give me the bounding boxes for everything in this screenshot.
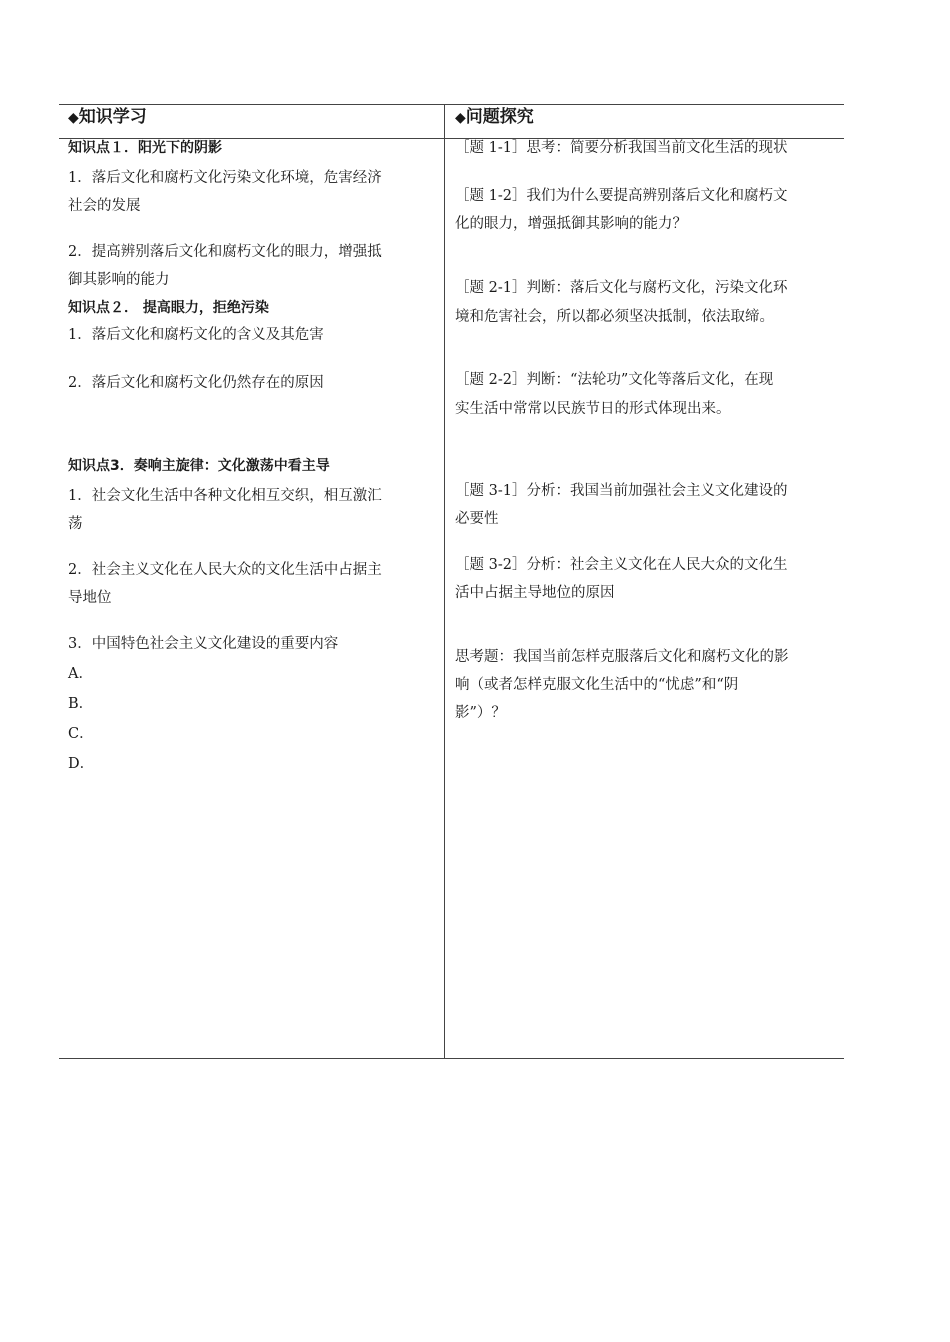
kp3-item3: 3．中国特色社会主义文化建设的重要内容 [68, 636, 339, 652]
right-header-title: 问题探究 [465, 107, 534, 127]
kp3-title: 知识点3．奏响主旋律：文化激荡中看主导 [68, 458, 330, 474]
question-3-2-line2: 活中占据主导地位的原因 [455, 585, 615, 601]
question-3-2-line1: ［题 3-2］分析：社会主义文化在人民大众的文化生 [455, 557, 788, 573]
kp3-item1-line2: 荡 [68, 516, 83, 532]
question-2-2-line1: ［题 2-2］判断：“法轮功”文化等落后文化，在现 [455, 372, 774, 388]
table-bottom-border [59, 1058, 844, 1059]
question-2-1-line1: ［题 2-1］判断：落后文化与腐朽文化，污染文化环 [455, 280, 788, 296]
kp1-title: 知识点１．阳光下的阴影 [68, 140, 222, 156]
kp1-item1-line2: 社会的发展 [68, 198, 141, 214]
diamond-icon: ◆ [68, 110, 79, 126]
question-1-1: ［题 1-1］思考：简要分析我国当前文化生活的现状 [455, 140, 788, 156]
question-3-1-line1: ［题 3-1］分析：我国当前加强社会主义文化建设的 [455, 483, 788, 499]
thinking-question-line2: 响（或者怎样克服文化生活中的“忧虑”和“阴 [455, 677, 739, 693]
kp1-item1-line1: 1．落后文化和腐朽文化污染文化环境，危害经济 [68, 170, 382, 186]
question-3-1-line2: 必要性 [455, 511, 499, 527]
table-top-border [59, 104, 844, 105]
kp2-item1: 1．落后文化和腐朽文化的含义及其危害 [68, 327, 324, 343]
kp1-item2-line1: 2．提高辨别落后文化和腐朽文化的眼力，增强抵 [68, 244, 382, 260]
option-c: C． [68, 726, 94, 742]
diamond-icon: ◆ [455, 110, 466, 126]
kp1-item2-line2: 御其影响的能力 [68, 272, 170, 288]
kp3-item1-line1: 1．社会文化生活中各种文化相互交织，相互激汇 [68, 488, 382, 504]
thinking-question-line3: 影”）？ [455, 705, 506, 721]
column-divider [444, 104, 445, 1058]
option-a: A． [68, 666, 93, 682]
question-2-1-line2: 境和危害社会，所以都必须坚决抵制，依法取缔。 [455, 309, 774, 325]
option-d: D． [68, 756, 95, 772]
option-b: B． [68, 696, 94, 712]
left-header-title: 知识学习 [78, 107, 147, 127]
question-1-2-line1: ［题 1-2］我们为什么要提高辨别落后文化和腐朽文 [455, 188, 788, 204]
question-2-2-line2: 实生活中常常以民族节日的形式体现出来。 [455, 401, 731, 417]
kp3-item2-line2: 导地位 [68, 590, 112, 606]
kp3-item2-line1: 2．社会主义文化在人民大众的文化生活中占据主 [68, 562, 382, 578]
question-1-2-line2: 化的眼力，增强抵御其影响的能力？ [455, 216, 687, 232]
kp2-item2: 2．落后文化和腐朽文化仍然存在的原因 [68, 375, 324, 391]
thinking-question-line1: 思考题：我国当前怎样克服落后文化和腐朽文化的影 [455, 649, 789, 665]
kp2-title: 知识点２． 提高眼力，拒绝污染 [68, 300, 269, 316]
